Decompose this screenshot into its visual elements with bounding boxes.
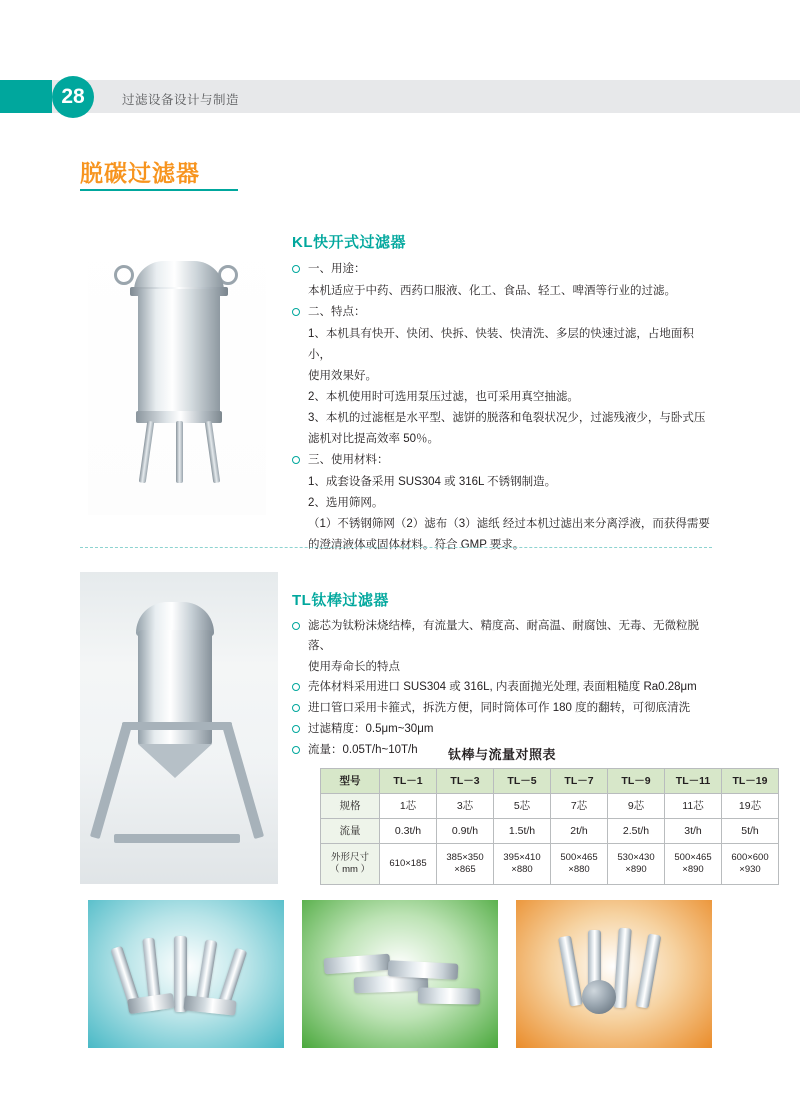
table-row-label: 规格 (321, 794, 380, 819)
spec-table (320, 768, 779, 885)
table-cell: 2.5t/h (608, 819, 665, 844)
titanium-rod-photo-orange (516, 900, 712, 1048)
header-accent-block (0, 80, 52, 113)
bullet-icon (292, 725, 300, 733)
bullet-icon (292, 704, 300, 712)
table-cell: 1.5t/h (494, 819, 551, 844)
list-item (292, 698, 712, 718)
kl-vessel-body (138, 289, 220, 417)
table-cell: 600×600 ×930 (722, 844, 779, 885)
table-header-cell: TL－3 (437, 769, 494, 794)
page-title: 脱碳过滤器 (80, 160, 200, 186)
table-cell: 500×465 ×880 (551, 844, 608, 885)
list-item (292, 408, 712, 429)
list-item (292, 514, 712, 535)
table-cell: 1芯 (380, 794, 437, 819)
kl-leg-2 (176, 421, 183, 483)
titanium-rod-photo-green (302, 900, 498, 1048)
tl-frame-crossbar (122, 722, 232, 730)
list-item-label: 进口管口采用卡箍式，拆洗方便，同时筒体可作 180 度的翻转，可彻底清洗 (308, 702, 691, 714)
table-cell: 530×430 ×890 (608, 844, 665, 885)
section-kl-title: KL快开式过滤器 (292, 234, 406, 251)
list-item (292, 259, 712, 280)
bullet-icon (292, 265, 300, 273)
page-number: 28 (52, 76, 94, 118)
table-cell: 0.3t/h (380, 819, 437, 844)
table-row-label: 流量 (321, 819, 380, 844)
table-cell: 385×350 ×865 (437, 844, 494, 885)
list-item (292, 429, 712, 450)
table-header-cell: TL－11 (665, 769, 722, 794)
table-cell: 500×465 ×890 (665, 844, 722, 885)
list-item (292, 387, 712, 408)
list-item-label: 二、特点： (308, 306, 366, 318)
list-item (292, 302, 712, 323)
kl-leg-3 (205, 421, 221, 483)
list-item-label: 的澄清液体或固体材料。符合 GMP 要求。 (308, 539, 525, 551)
tl-cone-bottom (138, 744, 212, 778)
list-item (292, 366, 712, 387)
tl-frame-base (114, 834, 240, 843)
titanium-rod-photo-blue (88, 900, 284, 1048)
list-item (292, 535, 712, 556)
table-cell: 5芯 (494, 794, 551, 819)
list-item-label: 1、本机具有快开、快闭、快拆、快装、快清洗、多层的快速过滤，占地面积小， (308, 328, 694, 361)
table-row (321, 819, 779, 844)
list-item-label: 1、成套设备采用 SUS304 或 316L 不锈钢制造。 (308, 476, 557, 488)
list-item-label: 使用寿命长的特点 (308, 661, 400, 673)
section-tl-title: TL钛棒过滤器 (292, 592, 389, 609)
photo-background (516, 900, 712, 1048)
header-band (0, 80, 800, 113)
list-item-label: 过滤精度：0.5μm~30μm (308, 723, 434, 735)
table-header-cell: TL－5 (494, 769, 551, 794)
list-item (292, 719, 712, 739)
table-cell: 5t/h (722, 819, 779, 844)
kl-filter-vessel-photo (88, 225, 266, 515)
section-kl-body (292, 259, 712, 556)
table-cell: 610×185 (380, 844, 437, 885)
table-cell: 19芯 (722, 794, 779, 819)
table-header-cell: TL－7 (551, 769, 608, 794)
list-item (292, 616, 712, 656)
table-header-cell: TL－9 (608, 769, 665, 794)
list-item-label: 壳体材料采用进口 SUS304 或 316L, 内表面抛光处理, 表面粗糙度 Ra0.28μm (308, 681, 697, 693)
table-cell: 0.9t/h (437, 819, 494, 844)
bullet-icon (292, 622, 300, 630)
bullet-icon (292, 456, 300, 464)
table-cell: 9芯 (608, 794, 665, 819)
running-title: 过滤设备设计与制造 (122, 93, 240, 107)
table-cell: 2t/h (551, 819, 608, 844)
table-cell: 7芯 (551, 794, 608, 819)
table-row-label: 外形尺寸 （ mm ） (321, 844, 380, 885)
bullet-icon (292, 683, 300, 691)
table-cell: 395×410 ×880 (494, 844, 551, 885)
list-item (292, 450, 712, 471)
sphere-shape (582, 980, 616, 1014)
table-cell: 11芯 (665, 794, 722, 819)
table-caption: 钛棒与流量对照表 (447, 747, 556, 762)
kl-leg-1 (139, 421, 155, 483)
list-item-label: 3、本机的过滤框是水平型、滤饼的脱落和龟裂状况少，过滤残液少，与卧式压 (308, 412, 706, 424)
bullet-icon (292, 308, 300, 316)
list-item-label: 三、使用材料： (308, 454, 389, 466)
list-item-label: 2、本机使用时可选用泵压过滤，也可采用真空抽滤。 (308, 391, 579, 403)
list-item (292, 281, 712, 302)
section-divider (80, 547, 712, 548)
kl-handle-left-icon (114, 265, 134, 285)
section-tl-body (292, 616, 712, 761)
list-item (292, 493, 712, 514)
tl-titanium-rod-filter-photo (80, 572, 278, 884)
table-row (321, 794, 779, 819)
list-item-label: 一、用途： (308, 263, 366, 275)
list-item (292, 324, 712, 366)
rod-shape-horizontal (418, 987, 480, 1004)
list-item-label: 流量：0.05T/h~10T/h (308, 744, 418, 756)
table-header-cell: 型号 (321, 769, 380, 794)
list-item-label: 本机适应于中药、西药口服液、化工、食品、轻工、啤酒等行业的过滤。 (308, 285, 676, 297)
table-header-row (321, 769, 779, 794)
title-underline (80, 189, 238, 191)
list-item (292, 472, 712, 493)
list-item-label: 2、选用筛网。 (308, 497, 384, 509)
list-item-label: 滤机对比提高效率 50％。 (308, 433, 439, 445)
list-item (292, 677, 712, 697)
table-header-cell: TL－1 (380, 769, 437, 794)
table-cell: 3芯 (437, 794, 494, 819)
table-cell: 3t/h (665, 819, 722, 844)
list-item-label: 滤芯为钛粉沫烧结棒，有流量大、精度高、耐高温、耐腐蚀、无毒、无微粒脱落、 (308, 620, 699, 652)
table-header-cell: TL－19 (722, 769, 779, 794)
list-item (292, 657, 712, 677)
list-item-label: 使用效果好。 (308, 370, 377, 382)
table-row (321, 844, 779, 885)
list-item-label: （1）不锈钢筛网（2）滤布（3）滤纸 经过本机过滤出来分离浮液，而获得需要 (308, 518, 710, 530)
